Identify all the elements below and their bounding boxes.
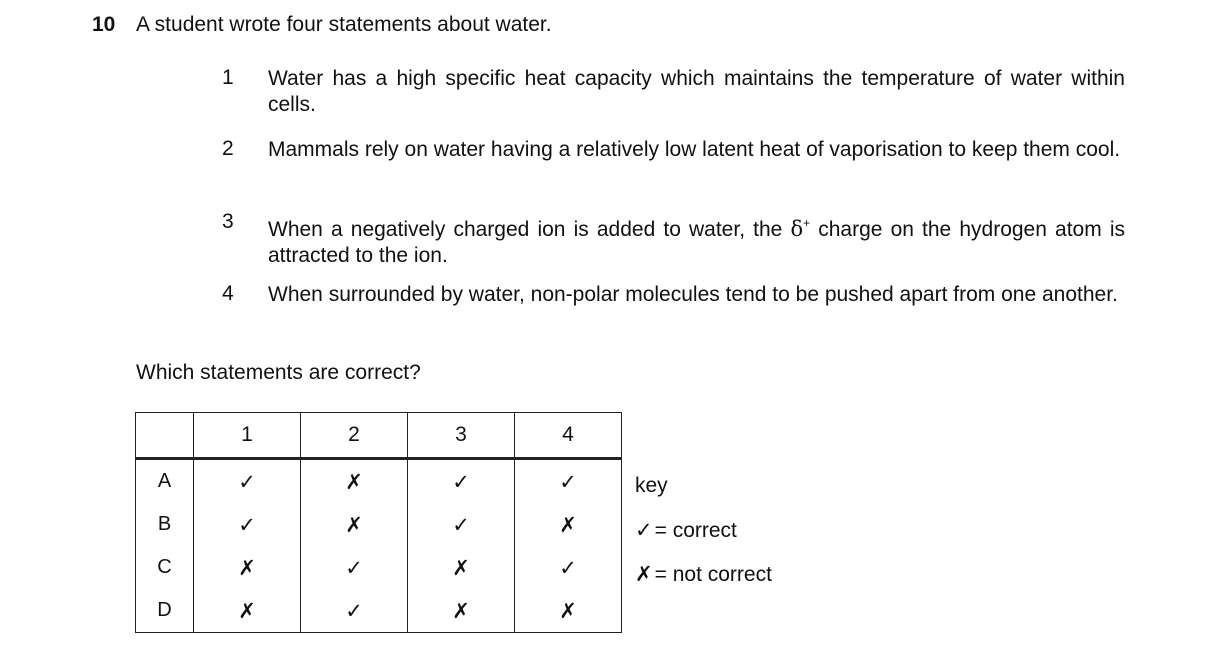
- question-prompt: Which statements are correct?: [136, 361, 421, 384]
- mark-cell: ✗: [408, 546, 515, 589]
- header-cell-blank: [136, 413, 194, 459]
- key-incorrect: [635, 562, 772, 587]
- header-cell-4: 4: [515, 413, 622, 459]
- mark-cell: ✗: [408, 589, 515, 633]
- option-letter: B: [136, 503, 194, 546]
- answer-table: [135, 412, 622, 633]
- mark-cell: ✗: [301, 459, 408, 504]
- table-header-row: [136, 413, 622, 459]
- statement-text: When surrounded by water, non-polar molecules tend to be pushed apart from one another.: [268, 283, 1118, 306]
- statement-text-before: When a negatively charged ion is added to water, the: [268, 218, 791, 241]
- question-stem: A student wrote four statements about water.: [136, 13, 552, 36]
- statement-number: 4: [222, 282, 234, 305]
- key-correct: [635, 518, 737, 543]
- mark-cell: ✗: [194, 546, 301, 589]
- statement-text-after: charge on the hydrogen atom is attracted to the ion.: [268, 218, 1125, 267]
- delta-plus-symbol: [790, 218, 810, 241]
- cross-icon: ✗: [635, 562, 653, 586]
- question-number: 10: [92, 13, 116, 36]
- header-cell-3: 3: [408, 413, 515, 459]
- table-row-c: [136, 546, 622, 589]
- option-letter: D: [136, 589, 194, 633]
- check-icon: ✓: [635, 518, 653, 542]
- mark-cell: ✓: [408, 459, 515, 504]
- mark-cell: ✓: [301, 546, 408, 589]
- table-row-d: [136, 589, 622, 633]
- table-row-b: [136, 503, 622, 546]
- header-cell-2: 2: [301, 413, 408, 459]
- mark-cell: ✗: [515, 589, 622, 633]
- delta-glyph: δ: [790, 217, 804, 241]
- mark-cell: ✓: [194, 503, 301, 546]
- mark-cell: ✗: [515, 503, 622, 546]
- delta-sup: +: [803, 216, 811, 230]
- statement-number: 1: [222, 66, 234, 89]
- mark-cell: ✓: [515, 546, 622, 589]
- mark-cell: ✓: [301, 589, 408, 633]
- statement-number: 2: [222, 137, 234, 160]
- table-row-a: [136, 459, 622, 504]
- mark-cell: ✗: [194, 589, 301, 633]
- mark-cell: ✗: [301, 503, 408, 546]
- mark-cell: ✓: [194, 459, 301, 504]
- statement-text: Mammals rely on water having a relatively low latent heat of vaporisation to keep them cool.: [268, 138, 1121, 161]
- key-title: key: [635, 474, 668, 497]
- key-incorrect-text: = not correct: [654, 563, 772, 586]
- header-cell-1: 1: [194, 413, 301, 459]
- statement-text: Water has a high specific heat capacity which maintains the temperature of water within cells.: [268, 67, 1125, 116]
- statement-text: [268, 210, 1125, 269]
- option-letter: C: [136, 546, 194, 589]
- mark-cell: ✓: [515, 459, 622, 504]
- key-correct-text: = correct: [654, 519, 737, 542]
- mark-cell: ✓: [408, 503, 515, 546]
- option-letter: A: [136, 459, 194, 504]
- statement-number: 3: [222, 210, 234, 233]
